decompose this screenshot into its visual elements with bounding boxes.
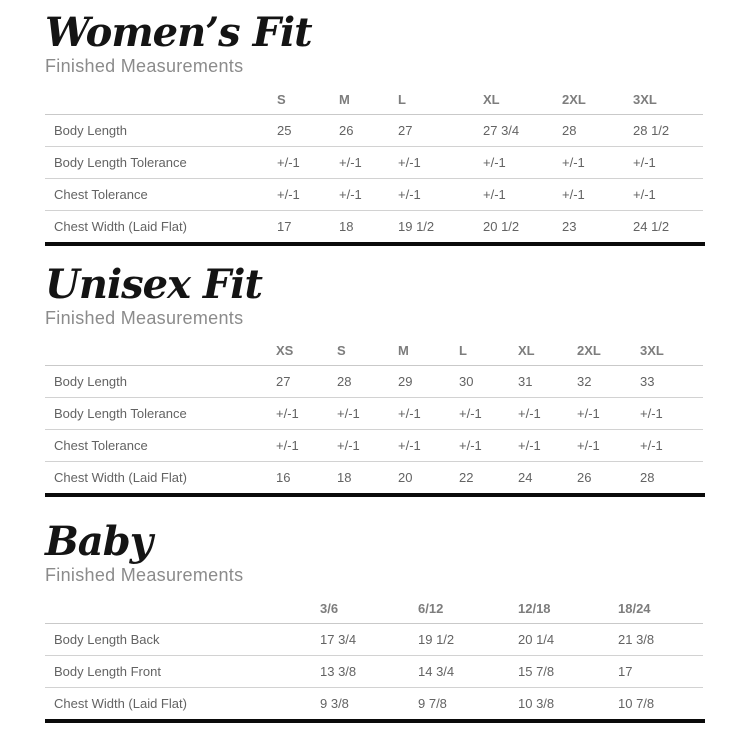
measurement-value: +/-1 [459,398,518,430]
row-label: Chest Width (Laid Flat) [54,696,187,712]
measurement-value: +/-1 [398,178,483,210]
measurement-value: 29 [398,366,459,398]
measurement-value: 18 [339,218,354,234]
measurement-value: +/-1 [398,146,483,178]
measurement-value: 28 [562,114,633,146]
table-row [45,210,703,242]
column-header-empty [45,330,276,366]
measurement-value: +/-1 [337,430,398,462]
unisex-fit-table [45,330,703,493]
measurement-value: 30 [459,366,518,398]
measurement-value: 13 3/8 [320,656,418,688]
column-header-empty [45,79,277,115]
column-header: L [459,330,518,366]
section-divider [45,493,705,497]
measurement-value: +/-1 [276,398,337,430]
measurement-value: 20 1/4 [518,624,618,656]
section-divider [45,719,705,723]
measurement-value: 28 1/2 [633,114,703,146]
column-header: 3/6 [320,588,418,624]
section-womens-fit [45,9,705,246]
measurement-value: +/-1 [562,178,633,210]
measurement-value: +/-1 [562,146,633,178]
baby-table [45,588,703,719]
column-header: S [337,330,398,366]
measurement-value: 28 [337,366,398,398]
measurement-value: 27 [398,114,483,146]
table-row [45,178,703,210]
row-label: Chest Tolerance [45,178,277,210]
section-divider [45,242,705,246]
measurement-value: 10 3/8 [518,696,555,712]
measurement-value: 17 [277,218,292,234]
measurement-value: 26 [339,114,398,146]
measurement-value: +/-1 [640,430,703,462]
column-header: L [398,79,483,115]
section-subtitle: Finished Measurements [45,56,244,76]
measurement-value: +/-1 [339,178,398,210]
section-title-womens-fit: Women’s Fit [45,9,312,56]
table-row [45,146,703,178]
measurement-value: 23 [562,218,577,234]
measurement-value: +/-1 [277,146,339,178]
column-header: XL [483,79,562,115]
measurement-value: +/-1 [483,146,562,178]
measurement-value: +/-1 [459,430,518,462]
measurement-value: +/-1 [577,398,640,430]
measurement-value: 19 1/2 [418,624,518,656]
column-header: 3XL [640,330,703,366]
measurement-value: +/-1 [276,430,337,462]
size-chart-page [45,0,705,723]
column-header-row [45,588,703,624]
row-label: Chest Width (Laid Flat) [54,470,187,486]
section-subtitle: Finished Measurements [45,307,244,328]
table-row [45,366,703,398]
table-row [45,688,703,720]
measurement-value: 21 3/8 [618,624,703,656]
measurement-value: 17 3/4 [320,624,418,656]
measurement-value: 10 7/8 [618,696,655,712]
measurement-value: 26 [577,470,592,486]
row-label: Chest Width (Laid Flat) [54,218,187,234]
measurement-value: 16 [276,470,291,486]
measurement-value: +/-1 [339,146,398,178]
measurement-value: 24 [518,470,533,486]
column-header-empty [45,588,320,624]
section-subtitle: Finished Measurements [45,565,244,586]
measurement-value: 20 [398,470,413,486]
column-header: M [339,79,398,115]
measurement-value: 15 7/8 [518,656,618,688]
section-baby [45,518,705,723]
measurement-value: 17 [618,656,703,688]
measurement-value: 32 [577,366,640,398]
measurement-value: 24 1/2 [633,218,670,234]
measurement-value: 27 [276,366,337,398]
measurement-value: 14 3/4 [418,656,518,688]
column-header: S [277,79,339,115]
column-header: M [398,330,459,366]
measurement-value: +/-1 [633,178,703,210]
column-header: 6/12 [418,588,518,624]
womens-fit-table [45,79,703,242]
row-label: Body Length Front [45,656,320,688]
section-title-unisex-fit: Unisex Fit [45,260,262,308]
measurement-value: 19 1/2 [398,218,435,234]
column-header: XS [276,330,337,366]
table-row [45,114,703,146]
column-header-row [45,79,703,115]
measurement-value: +/-1 [577,430,640,462]
column-header-row [45,330,703,366]
column-header: 2XL [577,330,640,366]
table-row [45,462,703,494]
row-label: Chest Tolerance [45,430,276,462]
column-header: 12/18 [518,588,618,624]
measurement-value: 20 1/2 [483,218,520,234]
measurement-value: 22 [459,470,474,486]
measurement-value: 28 [640,470,655,486]
row-label: Body Length [45,366,276,398]
measurement-value: +/-1 [633,146,703,178]
measurement-value: +/-1 [398,430,459,462]
measurement-value: +/-1 [518,430,577,462]
table-row [45,430,703,462]
column-header: 3XL [633,79,703,115]
table-row [45,656,703,688]
section-title-baby: Baby [45,518,152,566]
column-header: XL [518,330,577,366]
measurement-value: +/-1 [398,398,459,430]
measurement-value: +/-1 [483,178,562,210]
section-unisex-fit [45,260,705,498]
measurement-value: 31 [518,366,577,398]
table-row [45,624,703,656]
measurement-value: +/-1 [518,398,577,430]
measurement-value: 25 [277,114,339,146]
measurement-value: 18 [337,470,352,486]
measurement-value: 33 [640,366,703,398]
measurement-value: 9 3/8 [320,696,349,712]
table-row [45,398,703,430]
row-label: Body Length [45,114,277,146]
row-label: Body Length Tolerance [45,146,277,178]
measurement-value: +/-1 [640,398,703,430]
measurement-value: 9 7/8 [418,696,447,712]
measurement-value: +/-1 [337,398,398,430]
column-header: 18/24 [618,588,703,624]
column-header: 2XL [562,79,633,115]
measurement-value: +/-1 [277,178,339,210]
measurement-value: 27 3/4 [483,114,562,146]
row-label: Body Length Tolerance [45,398,276,430]
row-label: Body Length Back [45,624,320,656]
